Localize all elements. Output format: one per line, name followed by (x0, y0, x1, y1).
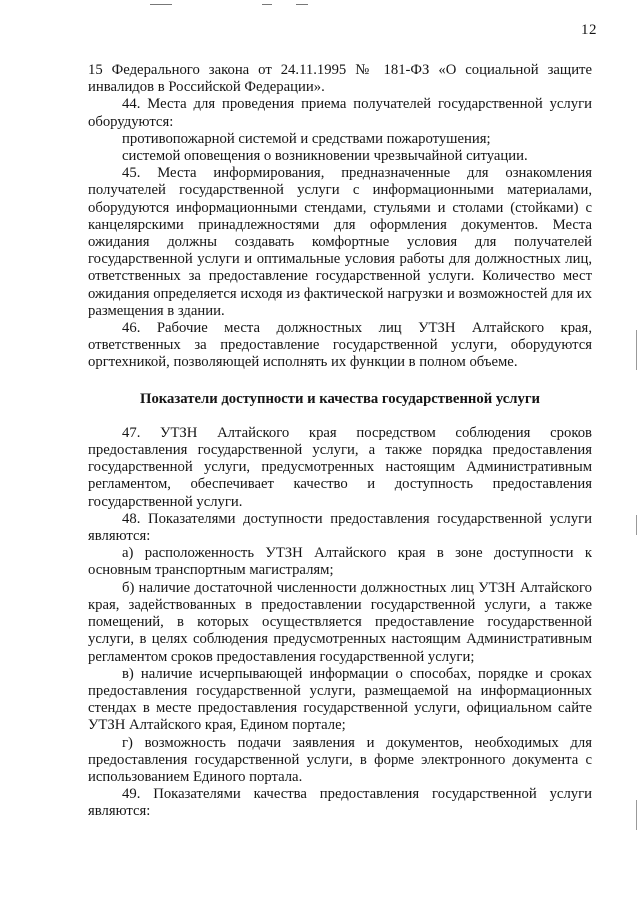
list-item-g: г) возможность подачи заявления и документов, необходимых для предоставления государственной услуги, в форме электронного документа с использованием Единого портала. (88, 734, 592, 785)
paragraph-47: 47. УТЗН Алтайского края посредством соблюдения сроков предоставления государственной услуги, а также порядка предоставления государственной услуги, предусмотренных настоящим Административным регламентом, обеспечивает качество и доступность предоставления государственной услуги. (88, 424, 592, 510)
scan-edge-artifact (636, 515, 637, 535)
list-item-fire-protection: противопожарной системой и средствами пожаротушения; (122, 130, 491, 147)
scan-artifact (296, 4, 308, 5)
scan-edge-artifact (636, 330, 637, 370)
list-item-a: а) расположенность УТЗН Алтайского края в зоне доступности к основным транспортным магистралям; (88, 545, 592, 579)
paragraph-46: 46. Рабочие места должностных лиц УТЗН Алтайского края, ответственных за предоставление государственной услуги, оборудуются оргтехникой, позволяющей исполнять их функции в полном объеме. (88, 320, 592, 371)
paragraph-48: 48. Показателями доступности предоставления государственной услуги являются: (88, 510, 592, 545)
section-heading: Показатели доступности и качества государственной услуги (140, 390, 540, 407)
paragraph-law-reference: 15 Федерального закона от 24.11.1995 № 181-ФЗ «О социальной защите инвалидов в Российской Федерации». (88, 62, 592, 96)
document-body (88, 62, 592, 821)
scan-artifact (150, 4, 172, 5)
list-item-v: в) наличие исчерпывающей информации о способах, порядке и сроках предоставления государственной услуги, размещаемой на информационных стендах в месте предоставления государственной услуги, официальном сайте УТЗН Алтайского края, Едином портале; (88, 665, 592, 734)
scan-artifact (262, 4, 272, 5)
list-item-b: б) наличие достаточной численности должностных лиц УТЗН Алтайского края, задействованных в предоставлении государственной услуги, а также помещений, в которых осуществляется предоставление государственной услуги, в целях соблюдения предусмотренных настоящим Административным регламентом сроков предоставления государственной услуги; (88, 579, 592, 665)
scan-edge-artifact (636, 800, 637, 830)
paragraph-49: 49. Показателями качества предоставления государственной услуги являются: (88, 786, 592, 820)
paragraph-45: 45. Места информирования, предназначенные для ознакомления получателей государственной услуги с информационными материалами, оборудуются информационными стендами, стульями и столами (стойками) с канцелярскими принадлежностями для оформления документов. Места ожидания должны создавать комфортные условия для получателей государственной услуги и оптимальные условия работы для должностных лиц, ответственных за предоставление государственной услуги. Количество мест ожидания определяется исходя из фактической нагрузки и возможностей для их размещения в здании. (88, 165, 592, 319)
paragraph-44: 44. Места для проведения приема получателей государственной услуги оборудуются: (88, 96, 592, 130)
page-number: 12 (581, 22, 597, 38)
list-item-emergency-alert: системой оповещения о возникновении чрезвычайной ситуации. (122, 148, 528, 165)
